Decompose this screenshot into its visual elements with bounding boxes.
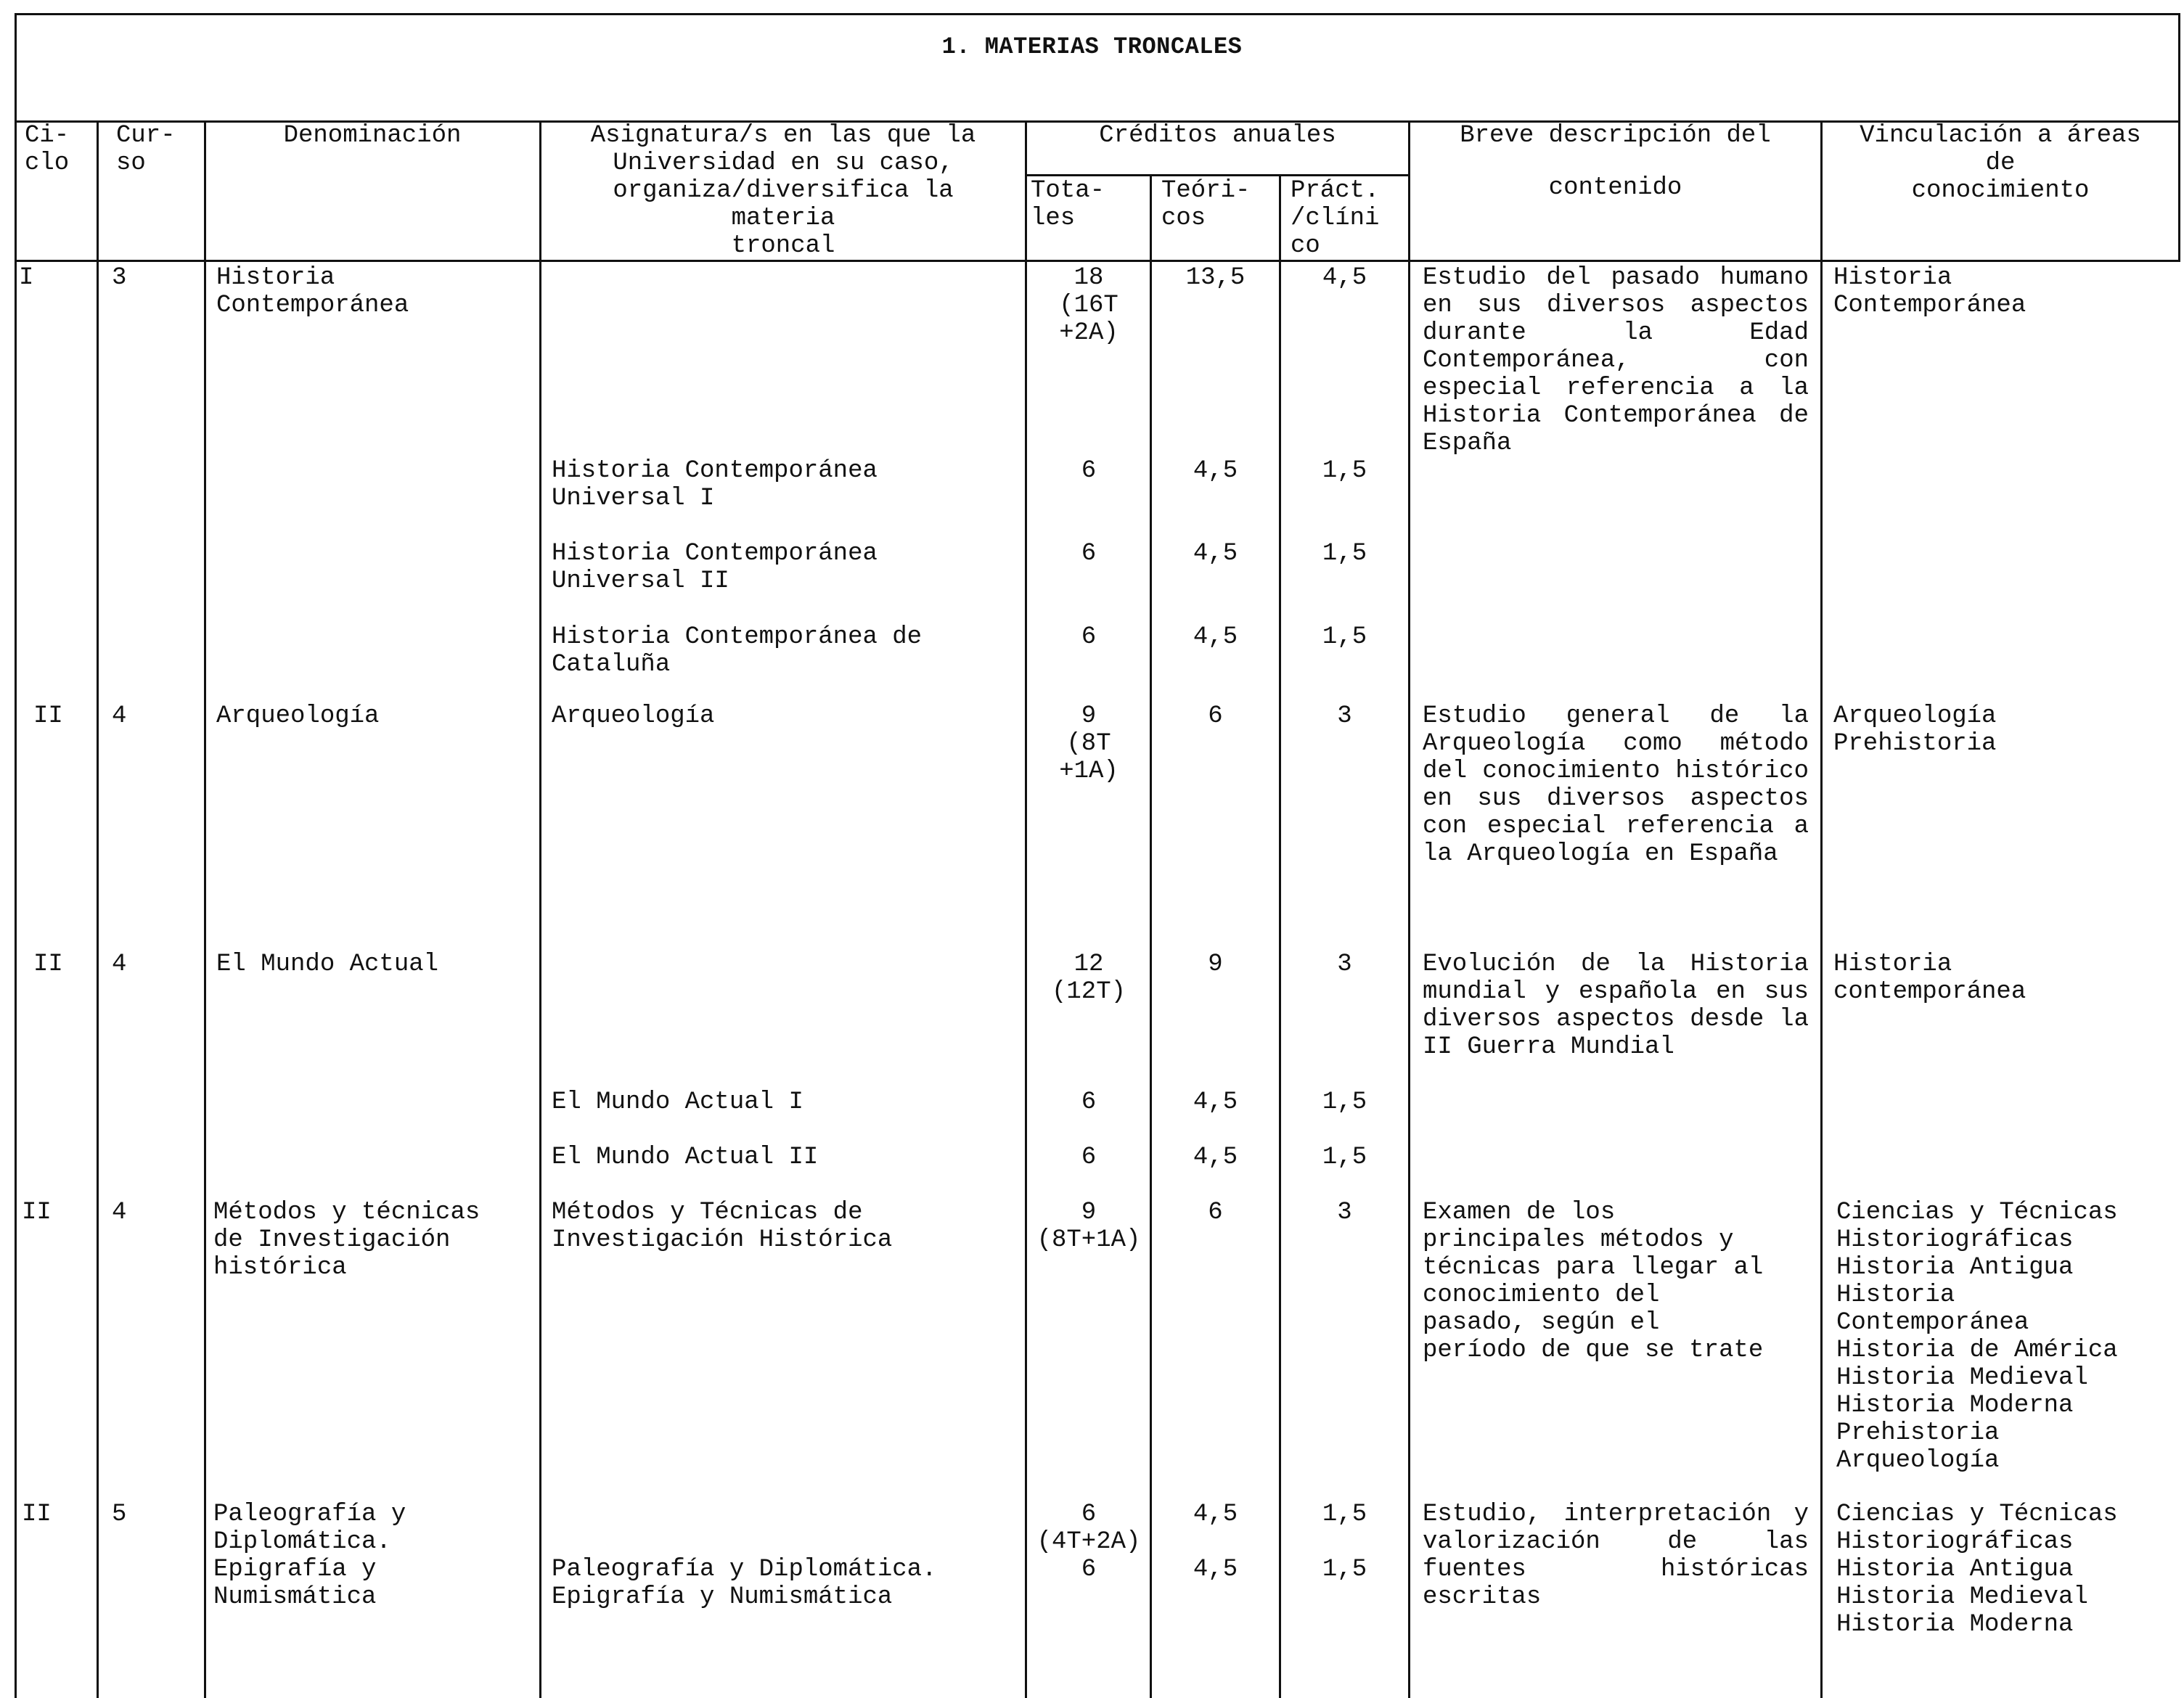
- sub-totales: 6: [1081, 1556, 1097, 1583]
- sub-teoricos: 4,5: [1193, 623, 1238, 651]
- row-totales: 9 (8T+1A): [1036, 1199, 1141, 1254]
- header-totales: Tota- les: [1031, 177, 1105, 232]
- header-ciclo: Ci- clo: [25, 122, 70, 177]
- sub-practicos: 1,5: [1322, 1556, 1367, 1583]
- sub-practicos: 1,5: [1322, 1088, 1367, 1116]
- row-practicos: 1,5: [1322, 1501, 1367, 1528]
- row-descripcion: Examen de los principales métodos y técnicas para llegar al conocimiento del pasado, según el período de que se trate: [1423, 1199, 1764, 1364]
- row-descripcion: Estudio general de la Arqueología como método del conocimiento histórico en sus diversos aspectos con especial referencia a la Arqueología en España: [1423, 702, 1809, 868]
- row-descripcion: Evolución de la Historia mundial y española en sus diversos aspectos desde la II Guerra Mundial: [1423, 951, 1809, 1061]
- row-practicos: 3: [1337, 1199, 1352, 1226]
- row-ciclo: II: [22, 1501, 52, 1528]
- row-vinculacion: Ciencias y Técnicas Historiográficas Historia Antigua Historia Contemporánea Historia de América Historia Medieval Historia Moderna Prehistoria Arqueología: [1836, 1199, 2118, 1475]
- row-teoricos: 6: [1208, 702, 1223, 730]
- sub-practicos: 1,5: [1322, 457, 1367, 485]
- row-curso: 3: [112, 264, 127, 292]
- row-denominacion: Arqueología: [216, 702, 380, 730]
- row-practicos: 3: [1337, 951, 1352, 978]
- sub-asignatura: El Mundo Actual II: [552, 1144, 819, 1171]
- sub-totales: 6: [1081, 1088, 1097, 1116]
- col-divider-curso: [97, 120, 99, 1698]
- row-totales: 9 (8T +1A): [1059, 702, 1118, 785]
- row-asignatura: Arqueología: [552, 702, 715, 730]
- header-descripcion-1: Breve descripción del: [1460, 122, 1771, 149]
- col-divider-vinculacion: [1820, 120, 1823, 1698]
- sub-practicos: 1,5: [1322, 540, 1367, 567]
- row-vinculacion: Arqueología Prehistoria: [1833, 702, 1997, 758]
- row-denominacion: Historia Contemporánea: [216, 264, 409, 319]
- header-bottom-border: [15, 260, 2180, 262]
- sub-practicos: 1,5: [1322, 1144, 1367, 1171]
- sub-totales: 6: [1081, 623, 1097, 651]
- sub-teoricos: 4,5: [1193, 540, 1238, 567]
- row-totales: 18 (16T +2A): [1059, 264, 1118, 347]
- header-vinculacion: Vinculación a áreas de conocimiento: [1860, 122, 2141, 205]
- sub-teoricos: 4,5: [1193, 1144, 1238, 1171]
- sub-teoricos: 4,5: [1193, 457, 1238, 485]
- row-totales: 12 (12T): [1051, 951, 1126, 1006]
- sub-totales: 6: [1081, 457, 1097, 485]
- col-divider-descripcion: [1408, 120, 1410, 1698]
- sub-teoricos: 4,5: [1193, 1088, 1238, 1116]
- sub-asignatura: Historia Contemporánea de Cataluña: [552, 623, 923, 678]
- sub-asignatura: Historia Contemporánea Universal II: [552, 540, 878, 595]
- col-divider-practicos: [1279, 174, 1281, 1698]
- table-top-border: [15, 13, 2180, 15]
- row-denominacion: Métodos y técnicas de Investigación histórica: [213, 1199, 480, 1281]
- row-practicos: 3: [1337, 702, 1352, 730]
- header-teoricos: Teóri- cos: [1161, 177, 1251, 232]
- table-title: 1. MATERIAS TRONCALES: [941, 33, 1243, 60]
- col-divider-denominacion: [204, 120, 206, 1698]
- header-descripcion-2: contenido: [1548, 174, 1682, 202]
- row-curso: 4: [112, 951, 127, 978]
- row-ciclo: II: [33, 702, 63, 730]
- row-vinculacion: Historia Contemporánea: [1833, 264, 2026, 319]
- row-ciclo: II: [22, 1199, 52, 1226]
- row-vinculacion: Ciencias y Técnicas Historiográficas Historia Antigua Historia Medieval Historia Moderna: [1836, 1501, 2118, 1638]
- sub-asignatura: Historia Contemporánea Universal I: [552, 457, 878, 512]
- row-curso: 5: [112, 1501, 127, 1528]
- sub-totales: 6: [1081, 1144, 1097, 1171]
- table-left-border: [15, 13, 17, 1698]
- row-teoricos: 4,5: [1193, 1501, 1238, 1528]
- row-teoricos: 6: [1208, 1199, 1223, 1226]
- row-descripcion: Estudio del pasado humano en sus diversos aspectos durante la Edad Contemporánea, con especial referencia a la Historia Contemporánea de España: [1423, 264, 1809, 457]
- sub-teoricos: 4,5: [1193, 1556, 1238, 1583]
- row-teoricos: 9: [1208, 951, 1223, 978]
- col-divider-asignatura: [539, 120, 541, 1698]
- col-divider-teoricos: [1150, 174, 1152, 1698]
- sub-practicos: 1,5: [1322, 623, 1367, 651]
- sub-asignatura: Paleografía y Diplomática. Epigrafía y Numismática: [552, 1556, 937, 1611]
- header-creditos: Créditos anuales: [1099, 122, 1336, 149]
- row-ciclo: I: [19, 264, 34, 292]
- row-ciclo: II: [33, 951, 63, 978]
- row-curso: 4: [112, 702, 127, 730]
- header-denominacion: Denominación: [283, 122, 462, 149]
- header-practicos: Práct. /clíni co: [1291, 177, 1380, 260]
- sub-asignatura: El Mundo Actual I: [552, 1088, 803, 1116]
- row-curso: 4: [112, 1199, 127, 1226]
- creditos-subheader-border: [1025, 174, 1408, 176]
- row-asignatura: Métodos y Técnicas de Investigación Histórica: [552, 1199, 893, 1254]
- row-descripcion: Estudio, interpretación y valorización de las fuentes históricas escritas: [1423, 1501, 1809, 1611]
- sub-totales: 6: [1081, 540, 1097, 567]
- row-denominacion: Paleografía y Diplomática. Epigrafía y Numismática: [213, 1501, 406, 1611]
- col-divider-totales: [1025, 120, 1027, 1698]
- row-teoricos: 13,5: [1185, 264, 1246, 292]
- row-denominacion: El Mundo Actual: [216, 951, 439, 978]
- row-totales: 6 (4T+2A): [1036, 1501, 1141, 1556]
- header-asignaturas: Asignatura/s en las que la Universidad en su caso, organiza/diversifica la materia troncal: [590, 122, 976, 260]
- header-curso: Cur- so: [116, 122, 176, 177]
- row-vinculacion: Historia contemporánea: [1833, 951, 2026, 1006]
- row-practicos: 4,5: [1322, 264, 1367, 292]
